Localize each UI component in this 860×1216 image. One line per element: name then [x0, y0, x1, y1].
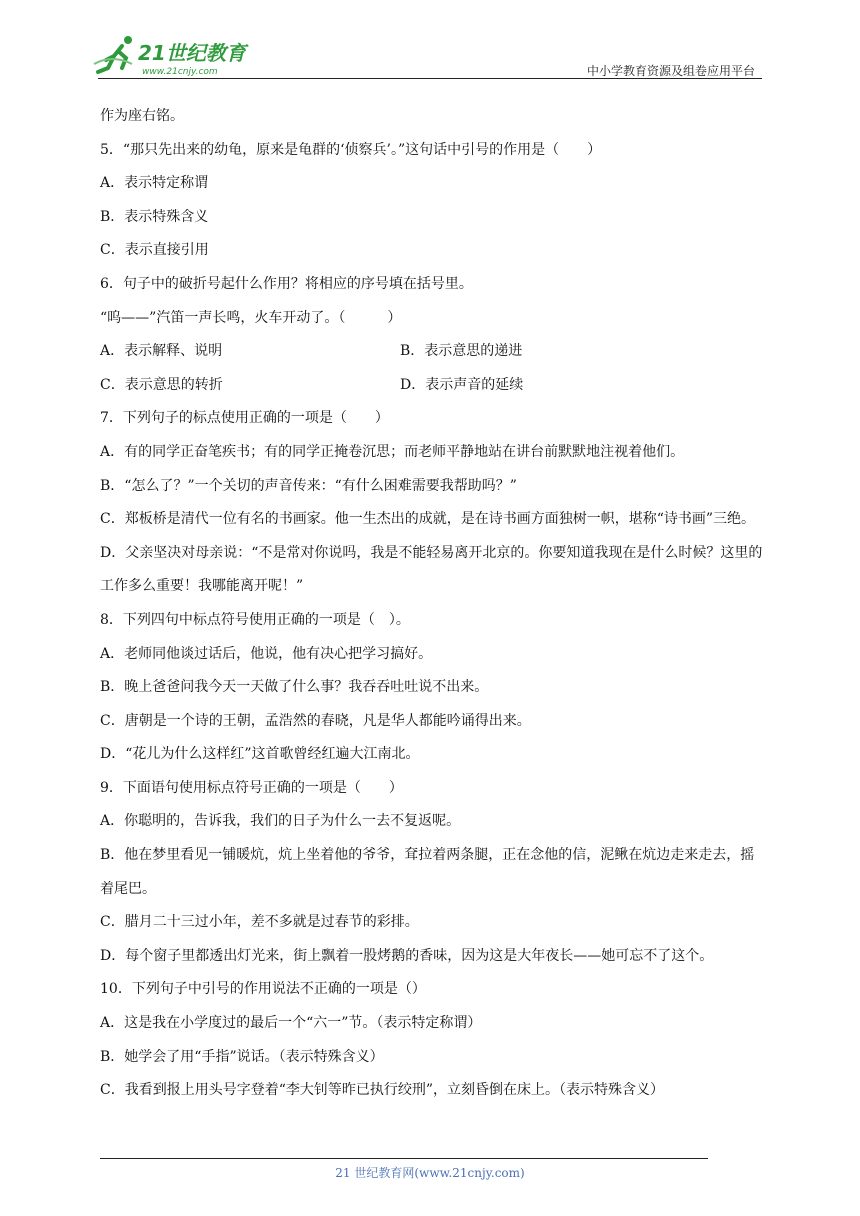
page-header [0, 0, 860, 80]
question-8: 8．下列四句中标点符号使用正确的一项是（ ）。 [100, 611, 410, 628]
question-6: 6．句子中的破折号起什么作用？将相应的序号填在括号里。 [100, 275, 473, 292]
option-10b: B．她学会了用“手指”说话。（表示特殊含义） [100, 1048, 384, 1065]
option-10a: A．这是我在小学度过的最后一个“六一”节。（表示特定称谓） [100, 1015, 482, 1032]
option-5a: A．表示特定称谓 [100, 175, 209, 192]
logo-url: www.21cnjy.com [142, 67, 218, 77]
option-8c: C．唐朝是一个诗的王朝，孟浩然的春晓，凡是华人都能吟诵得出来。 [100, 712, 531, 729]
option-7d: D．父亲坚决对母亲说：“不是常对你说吗，我是不能轻易离开北京的。你要知道我现在是什么时候？这里的工作多么重要！我哪能离开呢！” [100, 544, 763, 595]
question-content [100, 100, 768, 1108]
option-10c: C．我看到报上用头号字登着“李大钊等昨已执行绞刑”，立刻昏倒在床上。（表示特殊含义） [100, 1082, 665, 1099]
logo-title: 21世纪教育 [138, 41, 246, 65]
question-5: 5．“那只先出来的幼龟，原来是龟群的‘侦察兵’。”这句话中引号的作用是（ ） [100, 141, 602, 158]
option-8a: A．老师同他谈过话后，他说，他有决心把学习搞好。 [100, 645, 433, 662]
header-divider [98, 78, 762, 79]
question-6-sentence: “呜——”汽笛一声长鸣，火车开动了。（ ） [100, 309, 402, 326]
logo [92, 34, 262, 78]
option-7a: A．有的同学正奋笔疾书；有的同学正掩卷沉思；而老师平静地站在讲台前默默地注视着他们。 [100, 443, 685, 460]
option-7b: B．“怎么了？”一个关切的声音传来：“有什么困难需要我帮助吗？” [100, 477, 517, 494]
option-9b: B．他在梦里看见一铺暖炕，炕上坐着他的爷爷，耷拉着两条腿，正在念他的信，泥鳅在炕边走来走去，摇着尾巴。 [100, 847, 755, 897]
option-8b: B．晚上爸爸问我今天一天做了什么事？我吞吞吐吐说不出来。 [100, 679, 489, 696]
footer-text: 21 世纪教育网(www.21cnjy.com) [335, 1166, 525, 1180]
option-9a: A．你聪明的，告诉我，我们的日子为什么一去不复返呢。 [100, 813, 461, 830]
footer-divider [100, 1158, 708, 1159]
option-6b: B．表示意思的递进 [400, 343, 523, 360]
question-9: 9．下面语句使用标点符号正确的一项是（ ） [100, 779, 403, 796]
option-9d: D．每个窗子里都透出灯光来，街上飘着一股烤鹅的香味，因为这是大年夜长——她可忘不了这个。 [100, 947, 714, 964]
option-8d: D．“花儿为什么这样红”这首歌曾经红遍大江南北。 [100, 746, 420, 763]
option-row [100, 369, 768, 403]
question-10: 10．下列句子中引号的作用说法不正确的一项是（） [100, 981, 426, 998]
question-7: 7．下列句子的标点使用正确的一项是（ ） [100, 410, 389, 427]
option-5c: C．表示直接引用 [100, 242, 209, 259]
option-9c: C．腊月二十三过小年，差不多就是过春节的彩排。 [100, 914, 419, 931]
option-6d: D．表示声音的延续 [400, 376, 524, 393]
option-5b: B．表示特殊含义 [100, 208, 209, 225]
runner-logo-icon [92, 34, 262, 78]
header-platform-text: 中小学教育资源及组卷应用平台 [586, 64, 755, 78]
text-line: 作为座右铭。 [100, 108, 184, 124]
option-7c: C．郑板桥是清代一位有名的书画家。他一生杰出的成就，是在诗书画方面独树一帜，堪称“诗书画”三绝。 [100, 511, 756, 528]
option-6c: C．表示意思的转折 [100, 376, 223, 393]
option-row [100, 335, 768, 369]
option-6a: A．表示解释、说明 [100, 343, 223, 360]
